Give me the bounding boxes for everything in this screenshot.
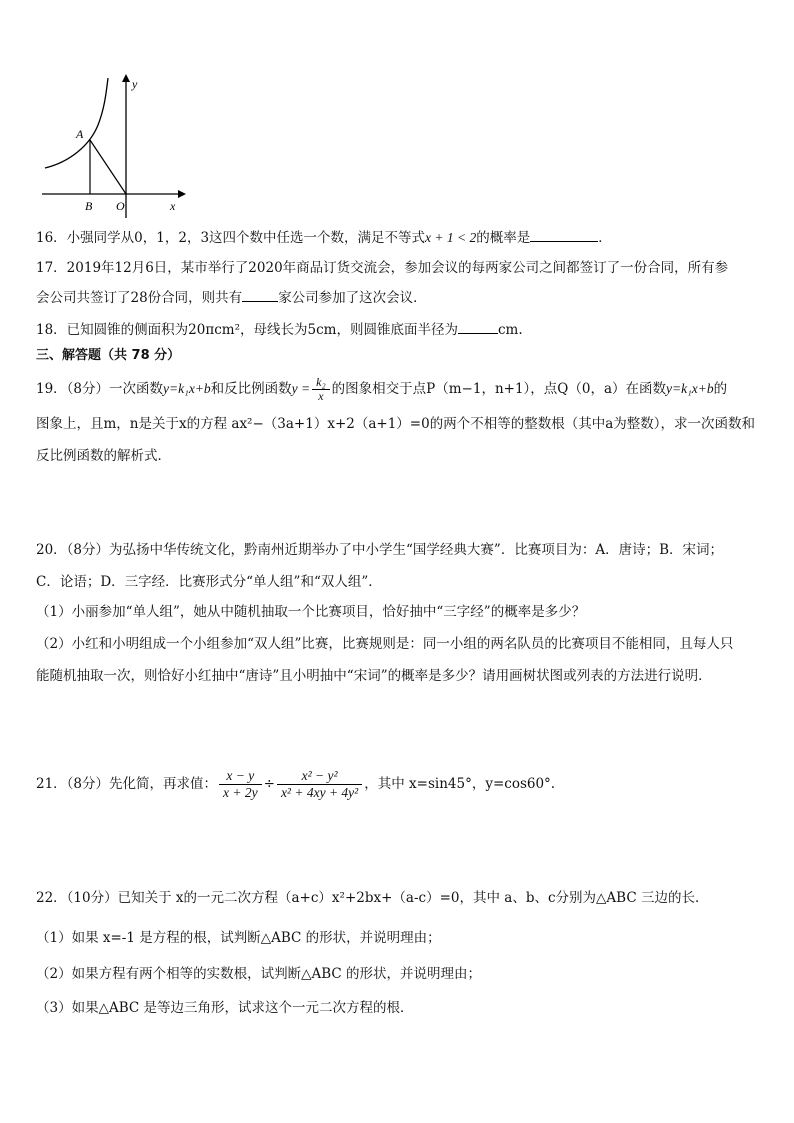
q20-text-1: 20．（8分）为弘扬中华传统文化，黔南州近期举办了中小学生“国学经典大赛”．比赛项目为：A．唐诗；B．宋词； bbox=[36, 542, 723, 558]
q18-text-1: 18．已知圆锥的侧面积为20πcm²，母线长为5cm，则圆锥底面半径为 bbox=[36, 322, 458, 338]
label-x: x bbox=[170, 199, 176, 213]
question-19-line-1 bbox=[36, 372, 754, 406]
question-20-part-2-line-1 bbox=[36, 634, 754, 654]
q21-f1-num: x − y bbox=[219, 768, 262, 785]
question-19-line-2 bbox=[36, 414, 754, 434]
section-3-title: 三、解答题（共 78 分） bbox=[36, 348, 181, 363]
question-20-line-1 bbox=[36, 540, 754, 560]
question-20-line-2 bbox=[36, 572, 754, 592]
q19-linear-fn: y=k₁x+b bbox=[163, 381, 211, 396]
q21-text-1: 21．（8分）先化简，再求值： bbox=[36, 776, 218, 792]
question-22-part-1 bbox=[36, 928, 754, 948]
question-22-part-2 bbox=[36, 964, 754, 984]
x-axis-arrow bbox=[178, 190, 186, 198]
q19-frac-den: x bbox=[318, 389, 324, 403]
q17-answer-blank[interactable] bbox=[242, 288, 278, 302]
function-graph-figure bbox=[40, 70, 190, 220]
q22-text-4: （3）如果△ABC 是等边三角形，试求这个一元二次方程的根． bbox=[36, 1000, 414, 1016]
q22-text-1: 22．（10分）已知关于 x的一元二次方程（a+c）x²+2bx+（a-c）=0，其中 a、b、c分别为△ABC 三边的长． bbox=[36, 890, 709, 906]
q16-text: 16．小强同学从0，1，2，3这四个数中任选一个数，满足不等式 bbox=[36, 230, 426, 246]
question-17-line-1 bbox=[36, 258, 754, 278]
q21-operator: ÷ bbox=[263, 776, 275, 792]
y-axis-arrow bbox=[122, 74, 130, 82]
q19-text-4: 的 bbox=[713, 381, 728, 397]
inverse-function-curve bbox=[45, 78, 108, 168]
q16-text-2: 的概率是 bbox=[476, 230, 531, 246]
question-18 bbox=[36, 320, 754, 340]
q19-y-eq: y = bbox=[291, 381, 311, 396]
question-21 bbox=[36, 762, 754, 806]
question-22-line-1 bbox=[36, 888, 754, 908]
q20-text-2: C．论语；D．三字经．比赛形式分“单人组”和“双人组”． bbox=[36, 574, 382, 590]
q21-f2-den: x² + 4xy + 4y² bbox=[280, 785, 359, 800]
q19-text-3: 的图象相交于点P（m−1，n+1），点Q（0，a）在函数 bbox=[331, 381, 666, 397]
q19-text-1: 19．（8分）一次函数 bbox=[36, 381, 164, 397]
q19-fraction bbox=[312, 376, 330, 403]
q22-text-3: （2）如果方程有两个相等的实数根，试判断△ABC 的形状，并说明理由； bbox=[36, 966, 482, 982]
label-b: B bbox=[85, 199, 93, 213]
q21-f2-num: x² − y² bbox=[277, 768, 362, 785]
q16-end: ． bbox=[598, 230, 612, 246]
label-o: O bbox=[116, 199, 125, 213]
question-16 bbox=[36, 228, 754, 248]
q19-text-2: 和反比例函数 bbox=[210, 381, 292, 397]
q19-text-5: 图象上，且m，n是关于x的方程 ax²−（3a+1）x+2（a+1）=0的两个不相等的整数根（其中a为整数），求一次函数和 bbox=[36, 416, 755, 432]
q19-text-6: 反比例函数的解析式． bbox=[36, 448, 171, 464]
label-a: A bbox=[76, 127, 84, 141]
q17-text-1: 17．2019年12月6日，某市举行了2020年商品订货交流会，参加会议的每两家公司之间都签订了一份合同，所有参 bbox=[36, 260, 729, 276]
question-20-part-2-line-2 bbox=[36, 666, 754, 686]
q21-fraction-1 bbox=[219, 768, 262, 801]
q18-text-2: cm. bbox=[497, 322, 523, 338]
question-20-part-1 bbox=[36, 602, 754, 622]
q20-text-5: 能随机抽取一次，则恰好小红抽中“唐诗”且小明抽中“宋词”的概率是多少？请用画树状图或列表的方法进行说明． bbox=[36, 668, 712, 684]
label-y: y bbox=[132, 77, 138, 91]
segment-ao bbox=[90, 140, 126, 194]
q17-text-3: 家公司参加了这次会议． bbox=[278, 290, 427, 306]
q20-text-3: （1）小丽参加“单人组”，她从中随机抽取一个比赛项目，恰好抽中“三字经”的概率是多少？ bbox=[36, 604, 586, 620]
q16-inequality: x + 1 < 2 bbox=[425, 230, 477, 245]
q18-answer-blank[interactable] bbox=[458, 320, 498, 334]
q20-text-4: （2）小红和小明组成一个小组参加“双人组”比赛，比赛规则是：同一小组的两名队员的比赛项目不能相同，且每人只 bbox=[36, 636, 734, 652]
q19-linear-fn-2: y=k₁x+b bbox=[666, 381, 714, 396]
question-17-line-2 bbox=[36, 288, 754, 308]
q21-f1-den: x + 2y bbox=[223, 785, 258, 800]
question-19-line-3 bbox=[36, 446, 754, 466]
question-22-part-3 bbox=[36, 998, 754, 1018]
q19-frac-num: k₂ bbox=[312, 376, 330, 390]
q16-answer-blank[interactable] bbox=[530, 228, 598, 242]
q21-text-2: ，其中 x=sin45°，y=cos60°. bbox=[364, 776, 556, 792]
q17-text-2: 会公司共签订了28份合同，则共有 bbox=[36, 290, 243, 306]
q21-fraction-2 bbox=[277, 768, 362, 801]
q22-text-2: （1）如果 x=-1 是方程的根，试判断△ABC 的形状，并说明理由； bbox=[36, 930, 441, 946]
